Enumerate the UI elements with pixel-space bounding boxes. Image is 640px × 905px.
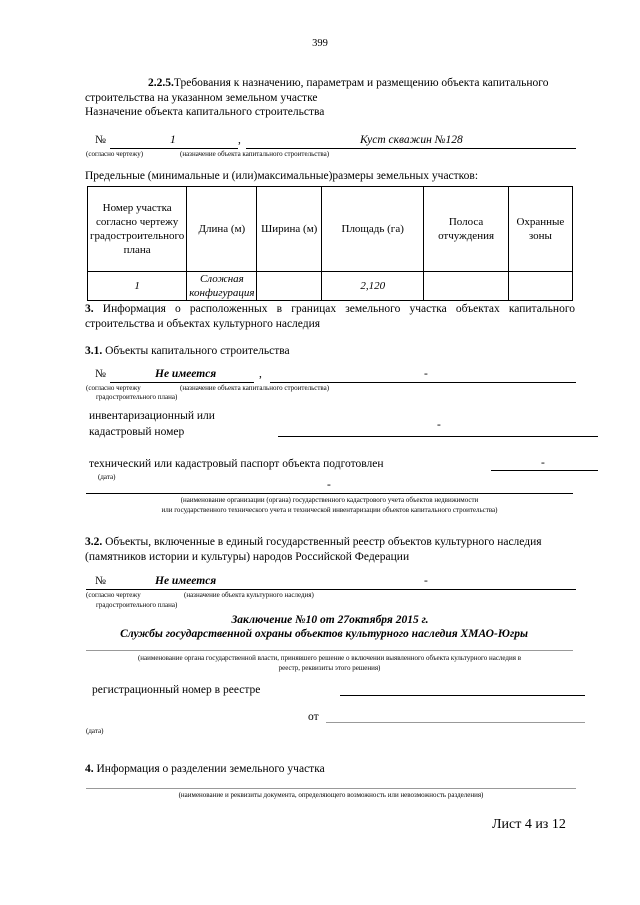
conclusion-line2: Службы государственной охраны объектов культурного наследия ХМАО-Югры <box>120 628 528 640</box>
authority-underline <box>86 650 573 651</box>
section-3-title-line1 <box>85 303 575 315</box>
s31-number-underline <box>110 382 254 383</box>
header-area: Площадь (га) <box>322 187 424 272</box>
s31-hint-org-2: или государственного технического учета и технической инвентаризации объектов капитального строительства) <box>161 506 498 514</box>
purpose-underline <box>246 148 576 149</box>
number-underline <box>110 148 238 149</box>
s32-hint-purpose: (назначение объекта культурного наследия) <box>184 591 314 599</box>
s31-hint-purpose: (назначение объекта капитального строительства) <box>180 384 330 392</box>
s31-hint-drawing-1: (согласно чертежу <box>86 384 141 392</box>
s31-number-sign: № <box>95 368 106 380</box>
inventory-label-2: кадастровый номер <box>89 426 185 438</box>
section-4-title <box>85 763 325 775</box>
cell-length: Сложная конфигурация <box>187 272 257 301</box>
s31-dash: - <box>424 368 428 380</box>
header-exclusion-strip: Полоса отчуждения <box>424 187 508 272</box>
s31-comma: , <box>259 368 262 380</box>
inventory-dash: - <box>437 419 441 431</box>
section-32-number: 3.2. <box>85 536 103 548</box>
cell-protection-zones <box>508 272 572 301</box>
section-3-title-line2: строительства и объектах культурного наследия <box>85 318 321 330</box>
hint-drawing: (согласно чертежу) <box>86 150 144 158</box>
header-protection-zones: Охранные зоны <box>508 187 572 272</box>
table-row <box>88 272 573 301</box>
inventory-underline <box>278 436 598 437</box>
from-label: от <box>308 711 319 723</box>
s32-hint-drawing-2: градостроительного плана) <box>96 601 178 609</box>
section-31-title-text: Объекты капитального строительства <box>105 345 290 357</box>
page-number: 399 <box>312 38 328 49</box>
s32-hint-date: (дата) <box>86 727 104 735</box>
purpose-value: Куст скважин №128 <box>360 134 463 146</box>
inventory-label-1: инвентаризационный или <box>89 410 215 422</box>
org-dash: - <box>327 479 331 491</box>
s31-hint-date: (дата) <box>98 473 116 481</box>
header-plot-number: Номер участка согласно чертежу градостроительного плана <box>88 187 187 272</box>
s32-number-sign: № <box>95 575 106 587</box>
s31-purpose-underline <box>270 382 576 383</box>
section-31-number: 3.1. <box>85 345 103 357</box>
section-4-hint: (наименование и реквизиты документа, определяющего возможность или невозможность разделения) <box>178 791 484 799</box>
header-width: Ширина (м) <box>257 187 322 272</box>
s32-hint-authority-2: реестр, реквизиты этого решения) <box>278 664 381 672</box>
section-4-title-text: Информация о разделении земельного участка <box>96 763 325 775</box>
org-underline <box>86 493 573 494</box>
number-comma: , <box>238 134 241 146</box>
section-32-title-text: Объекты, включенные в единый государственный реестр объектов культурного наследия <box>105 536 542 548</box>
section-4-number: 4. <box>85 763 94 775</box>
section-225-title-line2: строительства на указанном земельном участке <box>85 92 318 104</box>
conclusion-line1: Заключение №10 от 27октября 2015 г. <box>231 614 429 626</box>
section-225-title-text: Требования к назначению, параметрам и размещению объекта капитального <box>173 77 549 89</box>
s32-hint-drawing-1: (согласно чертежу <box>86 591 141 599</box>
purpose-label: Назначение объекта капитального строительства <box>85 106 325 118</box>
header-length: Длина (м) <box>187 187 257 272</box>
from-underline <box>326 722 585 723</box>
section-32-title-line1 <box>85 536 542 548</box>
section-4-underline <box>86 788 576 789</box>
passport-underline <box>491 470 598 471</box>
section-225-title-line1 <box>148 77 548 89</box>
reg-number-underline <box>340 695 585 696</box>
number-value: 1 <box>170 134 176 146</box>
cell-area: 2,120 <box>322 272 424 301</box>
hint-purpose: (назначение объекта капитального строительства) <box>180 150 330 158</box>
limits-label: Предельные (минимальные и (или)максимальные)размеры земельных участков: <box>85 170 479 182</box>
s32-underline <box>86 589 576 590</box>
s31-hint-drawing-2: градостроительного плана) <box>96 393 178 401</box>
cell-plot-number: 1 <box>88 272 187 301</box>
table-header-row <box>88 187 573 272</box>
s32-value: Не имеется <box>155 575 217 587</box>
dimensions-table <box>87 186 573 301</box>
passport-dash: - <box>541 457 545 469</box>
section-225-number: 2.2.5. <box>148 77 174 89</box>
s31-value: Не имеется <box>155 368 217 380</box>
section-3-number: 3. <box>85 303 94 315</box>
cell-width <box>257 272 322 301</box>
section-3-title-text: Информация о расположенных в границах земельного участка объектах капитального <box>102 303 575 315</box>
sheet-counter: Лист 4 из 12 <box>492 817 566 832</box>
reg-number-label: регистрационный номер в реестре <box>92 684 261 696</box>
s32-hint-authority-1: (наименование органа государственной власти, принявшего решение о включении выявленного объекта культурного наследия в <box>137 654 522 662</box>
passport-label: технический или кадастровый паспорт объекта подготовлен <box>89 458 384 470</box>
cell-exclusion-strip <box>424 272 508 301</box>
s31-hint-org-1: (наименование организации (органа) государственного кадастрового учета объектов недвижимости <box>180 496 479 504</box>
s32-dash: - <box>424 575 428 587</box>
section-32-title-line2: (памятников истории и культуры) народов Российской Федерации <box>85 551 410 563</box>
section-31-title <box>85 345 290 357</box>
number-sign: № <box>95 134 106 146</box>
